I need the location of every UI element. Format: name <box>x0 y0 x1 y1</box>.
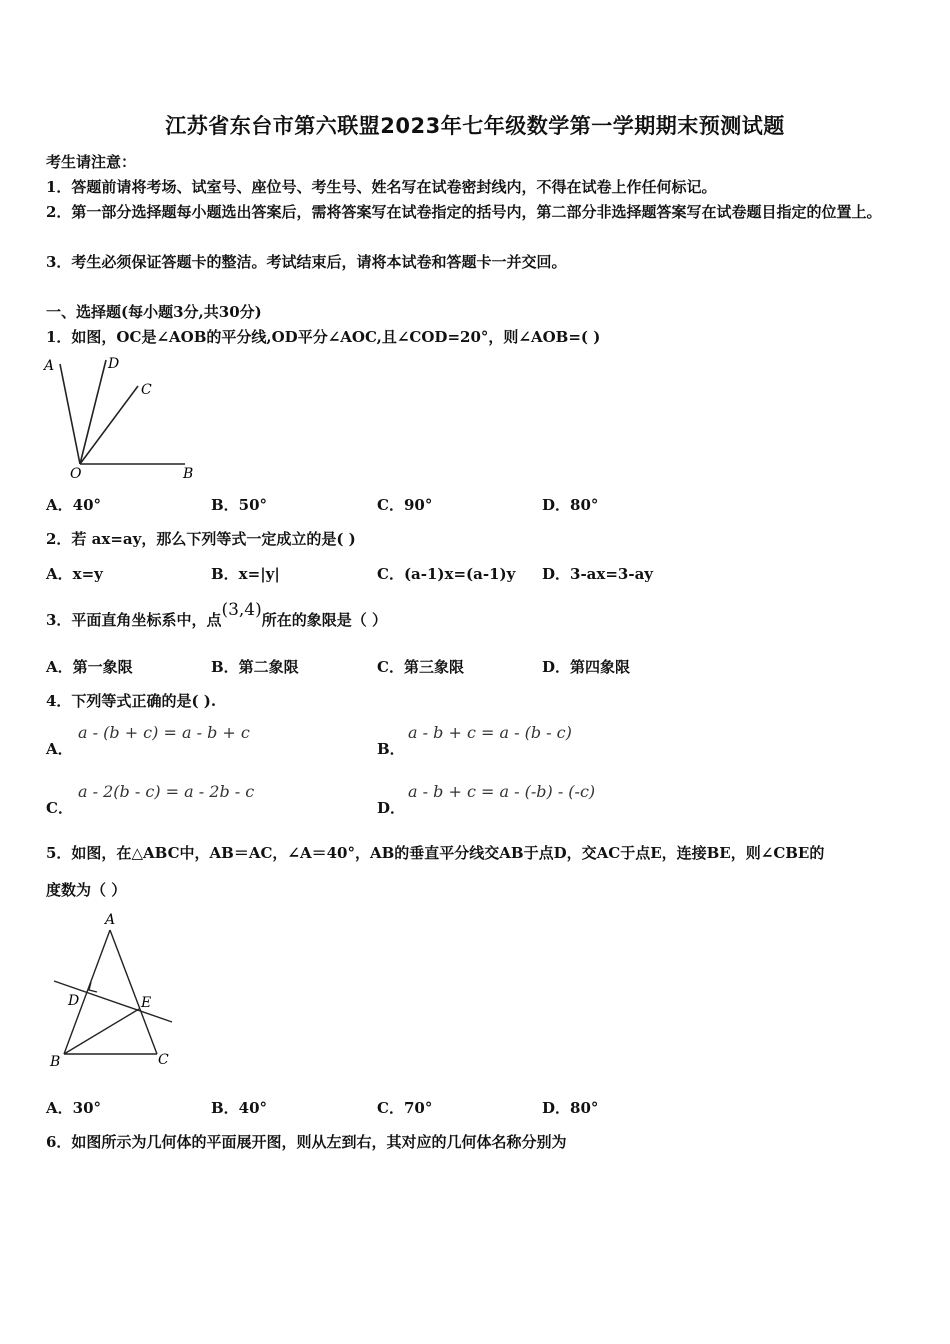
q3-option-a[interactable]: A．第一象限 <box>46 658 133 676</box>
label-e: E <box>141 995 152 1011</box>
q1-option-b[interactable]: B．50° <box>211 496 268 514</box>
q3-option-d[interactable]: D．第四象限 <box>542 658 631 676</box>
side-ac <box>110 930 157 1054</box>
q3-option-c[interactable]: C．第三象限 <box>377 658 464 676</box>
q3-option-b[interactable]: B．第二象限 <box>211 658 299 676</box>
q4-option-d-label[interactable]: D． <box>377 799 406 817</box>
label-o: O <box>70 466 82 482</box>
q2-stem: 2．若 ax=ay，那么下列等式一定成立的是( ) <box>46 530 356 548</box>
notice-heading: 考生请注意： <box>46 153 137 171</box>
section-heading: 一、选择题(每小题3分,共30分) <box>46 303 262 321</box>
label-b: B <box>183 466 194 482</box>
q3-stem-before: 3．平面直角坐标系中，点 <box>46 611 222 629</box>
q5-stem-line1: 5．如图，在△ABC中，AB＝AC，∠A＝40°，AB的垂直平分线交AB于点D，交AC于点E，连接BE，则∠CBE的 <box>46 844 825 862</box>
ray-oa <box>60 364 80 464</box>
q1-option-d[interactable]: D．80° <box>542 496 599 514</box>
q2-option-a[interactable]: A．x=y <box>46 565 103 583</box>
q5-option-d[interactable]: D．80° <box>542 1099 599 1117</box>
q6-stem: 6．如图所示为几何体的平面展开图，则从左到右，其对应的几何体名称分别为 <box>46 1133 567 1151</box>
notice-item-2: 2．第一部分选择题每小题选出答案后，需将答案写在试卷指定的括号内，第二部分非选择题答案写在试卷题目指定的位置上。 <box>46 203 882 221</box>
q5-triangle-figure <box>40 908 190 1073</box>
q4-stem: 4．下列等式正确的是( ). <box>46 692 217 710</box>
q4-option-d-formula: a - b + c = a - (-b) - (-c) <box>408 782 596 801</box>
q1-angle-figure <box>40 352 220 482</box>
q4-option-b-formula: a - b + c = a - (b - c) <box>408 723 572 742</box>
right-angle-mark <box>89 982 97 992</box>
q2-option-d[interactable]: D．3-ax=3-ay <box>542 565 653 583</box>
q1-stem: 1．如图，OC是∠AOB的平分线,OD平分∠AOC,且∠COD=20°，则∠AOB=( ) <box>46 328 601 346</box>
ray-od <box>80 360 106 464</box>
q4-option-c-formula: a - 2(b - c) = a - 2b - c <box>78 782 255 801</box>
q2-option-c[interactable]: C．(a-1)x=(a-1)y <box>377 565 516 583</box>
label-d: D <box>108 356 120 372</box>
q3-stem <box>46 600 906 632</box>
q4-option-a-formula: a - (b + c) = a - b + c <box>78 723 250 742</box>
q2-option-b[interactable]: B．x=|y| <box>211 565 280 583</box>
q5-stem-line2: 度数为（ ） <box>46 881 127 899</box>
q5-option-a[interactable]: A．30° <box>46 1099 102 1117</box>
segment-be <box>64 1009 139 1054</box>
label-a: A <box>44 358 55 374</box>
label-c: C <box>158 1052 169 1068</box>
q3-point: (3,4) <box>221 600 262 620</box>
q1-option-a[interactable]: A．40° <box>46 496 102 514</box>
q4-option-a-label[interactable]: A． <box>46 740 73 758</box>
label-c: C <box>141 382 152 398</box>
notice-item-3: 3．考生必须保证答题卡的整洁。考试结束后，请将本试卷和答题卡一并交回。 <box>46 253 567 271</box>
notice-item-1: 1．答题前请将考场、试室号、座位号、考生号、姓名写在试卷密封线内，不得在试卷上作任何标记。 <box>46 178 717 196</box>
q5-option-c[interactable]: C．70° <box>377 1099 433 1117</box>
ray-oc <box>80 386 138 464</box>
q4-option-b-label[interactable]: B． <box>377 740 405 758</box>
q5-option-b[interactable]: B．40° <box>211 1099 268 1117</box>
label-b: B <box>50 1054 61 1070</box>
page-title: 江苏省东台市第六联盟2023年七年级数学第一学期期末预测试题 <box>165 114 785 138</box>
q1-option-c[interactable]: C．90° <box>377 496 433 514</box>
q4-option-c-label[interactable]: C． <box>46 799 73 817</box>
label-a: A <box>105 912 116 928</box>
label-d: D <box>68 993 80 1009</box>
q3-stem-after: 所在的象限是（ ） <box>261 611 387 629</box>
